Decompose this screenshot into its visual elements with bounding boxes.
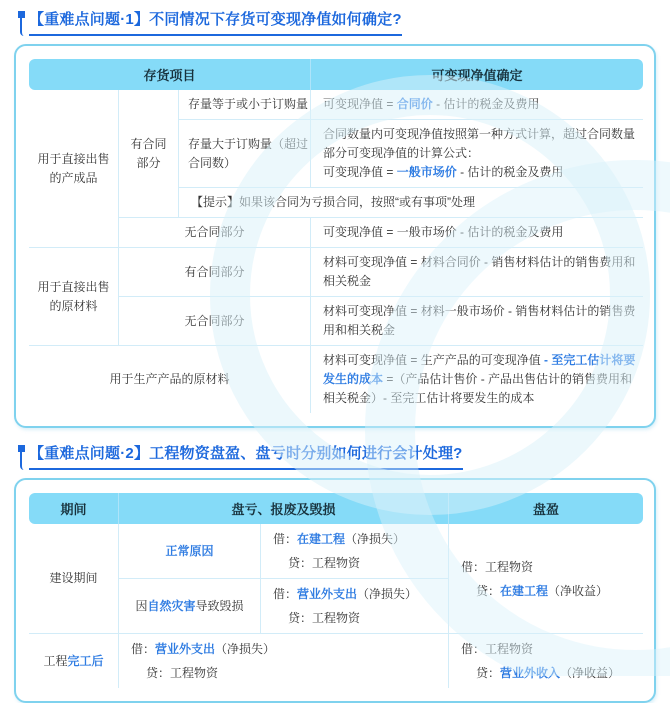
cell-entry-disaster-loss: 借：营业外支出（净损失） 贷：工程物资 <box>261 579 449 634</box>
cell-item-raw-for-sale: 用于直接出售 的原材料 <box>29 248 119 346</box>
inventory-nrv-panel <box>14 44 656 428</box>
inventory-nrv-table <box>29 59 643 413</box>
cell-part-no-contract: 无合同部分 <box>119 218 311 248</box>
cell-entry-after-completion: 借：营业外支出（净损失） 贷：工程物资 <box>119 634 449 688</box>
cell-part-with-contract: 有合同 部分 <box>119 90 179 218</box>
cell-entry-normal-loss: 借：在建工程（净损失） 贷：工程物资 <box>261 524 449 579</box>
section1-title-block <box>18 8 402 36</box>
cell-qty-le-order: 存量等于或小于订购量 <box>179 90 311 120</box>
title-bracket-line <box>20 451 29 470</box>
cell-surplus-construction: 借：工程物资 贷：在建工程（净收益） <box>449 524 643 634</box>
section2-title: 【重难点问题·2】工程物资盘盈、盘亏时分别如何进行会计处理? <box>29 442 463 470</box>
cell-item-finished-goods: 用于直接出售 的产成品 <box>29 90 119 248</box>
cell-nrv-raw-production: 材料可变现净值 = 生产产品的可变现净值 - 至完工估计将要发生的成本 =（产品估计售价 - 产品出售估计的销售费用和相关税金）- 至完工估计将要发生的成本 <box>323 353 636 405</box>
table-row <box>29 90 643 120</box>
header-period: 期间 <box>29 493 119 524</box>
header-nrv-determination: 可变现净值确定 <box>311 59 643 90</box>
cell-raw-with-contract: 有合同部分 <box>119 248 311 297</box>
cell-nrv-raw-contract: 材料可变现净值 = 材料合同价 - 销售材料估计的销售费用和相关税金 <box>311 248 643 297</box>
table-row <box>29 634 643 688</box>
header-surplus: 盘盈 <box>449 493 643 524</box>
cell-period-after-completion: 工程完工后 <box>29 634 119 688</box>
table-row <box>29 248 643 297</box>
table-header-row <box>29 59 643 90</box>
section2-title-block <box>18 442 463 470</box>
header-inventory-items: 存货项目 <box>29 59 311 90</box>
table-row <box>29 218 643 248</box>
cell-raw-no-contract: 无合同部分 <box>119 297 311 346</box>
section1-title: 【重难点问题·1】不同情况下存货可变现净值如何确定? <box>29 8 402 36</box>
title-bracket-line <box>20 17 29 36</box>
cell-qty-gt-order: 存量大于订购量（超过合同数） <box>179 120 311 188</box>
cell-nrv-over-contract: 合同数量内可变现净值按照第一种方式计算，超过合同数量部分可变现净值的计算公式： 可变现净值 = 一般市场价 - 估计的税金及费用 <box>311 120 643 188</box>
cell-reason-normal: 正常原因 <box>119 524 261 579</box>
engineering-materials-table <box>29 493 643 688</box>
cell-surplus-after-completion: 借：工程物资 贷：营业外收入（净收益） <box>461 642 621 680</box>
cell-nrv-raw-market: 材料可变现净值 = 材料一般市场价 - 销售材料估计的销售费用和相关税金 <box>311 297 643 346</box>
header-loss: 盘亏、报废及毁损 <box>119 493 449 524</box>
table-header-row <box>29 493 643 524</box>
cell-nrv-market-price: 可变现净值 = 一般市场价 - 估计的税金及费用 <box>311 218 643 248</box>
engineering-materials-panel <box>14 478 656 703</box>
cell-reason-disaster: 因自然灾害导致毁损 <box>119 579 261 634</box>
cell-loss-contract-tip: 【提示】如果该合同为亏损合同，按照“或有事项”处理 <box>179 188 643 218</box>
table-row <box>29 346 643 413</box>
cell-period-construction: 建设期间 <box>29 524 119 634</box>
cell-item-raw-for-production: 用于生产产品的原材料 <box>29 346 311 413</box>
cell-nrv-contract-price: 可变现净值 = 合同价 - 估计的税金及费用 <box>311 90 643 120</box>
table-row <box>29 524 643 579</box>
table-row <box>29 297 643 346</box>
